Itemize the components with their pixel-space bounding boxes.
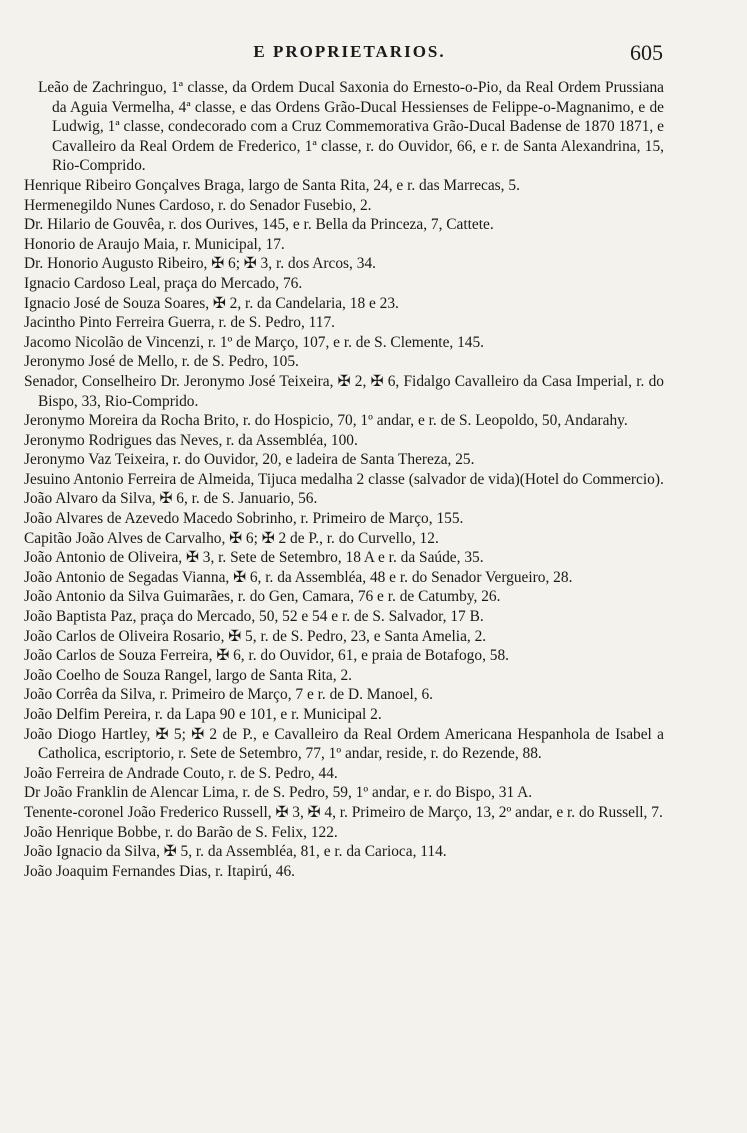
directory-entry: João Diogo Hartley, ✠ 5; ✠ 2 de P., e Cavalleiro da Real Ordem Americana Hespanhola de Isabel a Catholica, escriptorio, r. Sete de Setembro, 77, 1º andar, reside, r. do Rezende, 88. <box>24 725 664 763</box>
directory-entry: João Alvaro da Silva, ✠ 6, r. de S. Januario, 56. <box>24 490 318 508</box>
directory-entry: João Alvares de Azevedo Macedo Sobrinho, r. Primeiro de Março, 155. <box>24 510 464 528</box>
directory-entry: Tenente-coronel João Frederico Russell, ✠ 3, ✠ 4, r. Primeiro de Março, 13, 2º andar, e r. do Russell, 7. <box>24 803 663 821</box>
directory-entry: Senador, Conselheiro Dr. Jeronymo José Teixeira, ✠ 2, ✠ 6, Fidalgo Cavalleiro da Casa Imperial, r. do Bispo, 33, Rio-Comprido. <box>24 372 664 410</box>
directory-entries <box>24 78 664 881</box>
directory-entry: João Henrique Bobbe, r. do Barão de S. Felix, 122. <box>24 823 338 841</box>
directory-entry: Dr. Honorio Augusto Ribeiro, ✠ 6; ✠ 3, r. dos Arcos, 34. <box>24 255 376 273</box>
page-header <box>36 42 663 66</box>
directory-entry: João Baptista Paz, praça do Mercado, 50, 52 e 54 e r. de S. Salvador, 17 B. <box>24 608 484 626</box>
directory-entry: Jacintho Pinto Ferreira Guerra, r. de S. Pedro, 117. <box>24 314 336 332</box>
directory-entry: Dr João Franklin de Alencar Lima, r. de S. Pedro, 59, 1º andar, e r. do Bispo, 31 A. <box>24 784 533 802</box>
page-number: 605 <box>630 40 663 65</box>
directory-entry: João Antonio de Oliveira, ✠ 3, r. Sete de Setembro, 18 A e r. da Saúde, 35. <box>24 549 484 567</box>
directory-entry: Honorio de Araujo Maia, r. Municipal, 17. <box>24 235 285 253</box>
directory-entry: Hermenegildo Nunes Cardoso, r. do Senador Fusebio, 2. <box>24 196 372 214</box>
directory-entry: Jacomo Nicolão de Vincenzi, r. 1º de Março, 107, e r. de S. Clemente, 145. <box>24 333 485 351</box>
directory-entry: Jeronymo José de Mello, r. de S. Pedro, 105. <box>24 353 299 371</box>
directory-entry: João Joaquim Fernandes Dias, r. Itapirú, 46. <box>24 862 295 880</box>
directory-entry: Jesuino Antonio Ferreira de Almeida, Tijuca medalha 2 classe (salvador de vida)(Hotel do Commercio). <box>24 470 664 488</box>
directory-entry: Ignacio Cardoso Leal, praça do Mercado, 76. <box>24 274 303 292</box>
directory-entry: Leão de Zachringuo, 1ª classe, da Ordem Ducal Saxonia do Ernesto-o-Pio, da Real Ordem Prussiana da Aguia Vermelha, 4ª classe, e das Ordens Grão-Ducal Hessienses de Felippe-o-Magnanimo, e de Ludwig, 1ª classe, condecorado com a Cruz Commemorativa Grão-Ducal Badense de 1870 1871, e Cavalleiro da Real Ordem de Frederico, 1ª classe, r. do Ouvidor, 66, e r. de Santa Alexandrina, 15, Rio-Comprido. <box>38 79 664 175</box>
directory-entry: João Antonio de Segadas Vianna, ✠ 6, r. da Assembléa, 48 e r. do Senador Vergueiro, 28. <box>24 568 573 586</box>
directory-entry: João Coelho de Souza Rangel, largo de Santa Rita, 2. <box>24 666 352 684</box>
directory-entry: Dr. Hilario de Gouvêa, r. dos Ourives, 145, e r. Bella da Princeza, 7, Cattete. <box>24 216 494 234</box>
directory-entry: João Carlos de Souza Ferreira, ✠ 6, r. do Ouvidor, 61, e praia de Botafogo, 58. <box>24 647 509 665</box>
directory-entry: Henrique Ribeiro Gonçalves Braga, largo de Santa Rita, 24, e r. das Marrecas, 5. <box>24 176 520 194</box>
directory-entry: Jeronymo Rodrigues das Neves, r. da Assembléa, 100. <box>24 431 358 449</box>
directory-entry: Ignacio José de Souza Soares, ✠ 2, r. da Candelaria, 18 e 23. <box>24 294 399 312</box>
directory-entry: João Ignacio da Silva, ✠ 5, r. da Assembléa, 81, e r. da Carioca, 114. <box>24 843 447 861</box>
directory-entry: Jeronymo Moreira da Rocha Brito, r. do Hospicio, 70, 1º andar, e r. de S. Leopoldo, 50, Andarahy. <box>24 412 628 430</box>
directory-entry: Jeronymo Vaz Teixeira, r. do Ouvidor, 20, e ladeira de Santa Thereza, 25. <box>24 451 475 469</box>
directory-entry: João Corrêa da Silva, r. Primeiro de Março, 7 e r. de D. Manoel, 6. <box>24 686 434 704</box>
directory-entry: João Carlos de Oliveira Rosario, ✠ 5, r. de S. Pedro, 23, e Santa Amelia, 2. <box>24 627 487 645</box>
directory-entry: João Ferreira de Andrade Couto, r. de S. Pedro, 44. <box>24 764 338 782</box>
running-title: E PROPRIETARIOS. <box>253 42 446 61</box>
directory-entry: João Delfim Pereira, r. da Lapa 90 e 101, e r. Municipal 2. <box>24 706 382 723</box>
directory-entry: João Antonio da Silva Guimarães, r. do Gen, Camara, 76 e r. de Catumby, 26. <box>24 588 501 606</box>
directory-entry: Capitão João Alves de Carvalho, ✠ 6; ✠ 2 de P., r. do Curvello, 12. <box>24 529 439 547</box>
